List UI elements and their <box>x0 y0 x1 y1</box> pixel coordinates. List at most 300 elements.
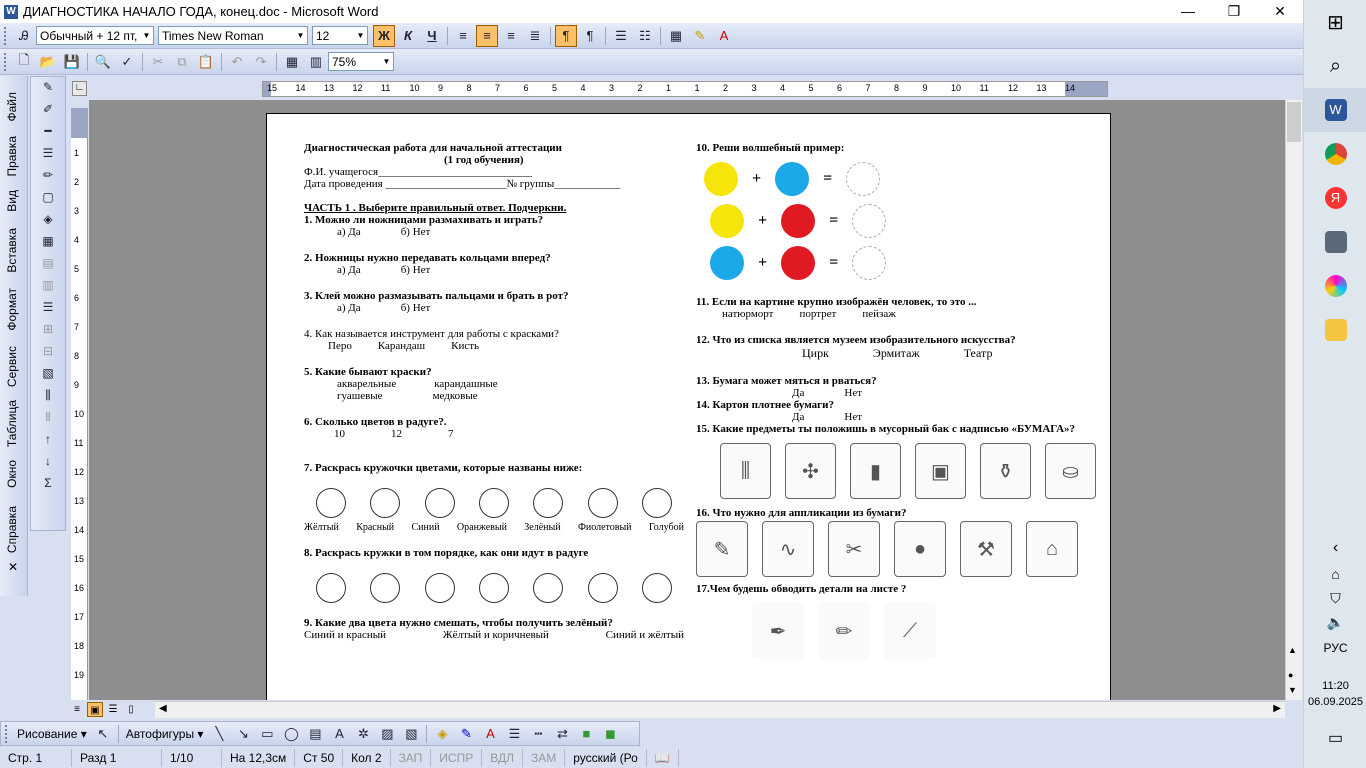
ruler-tick: 11 <box>979 83 989 93</box>
ruler-tick: 13 <box>324 83 335 93</box>
toolbar-separator <box>660 27 661 45</box>
status-bar <box>0 748 1303 768</box>
question-6: 6. Сколько цветов в радуге?. <box>304 416 447 428</box>
color-label: Красный <box>356 522 395 533</box>
ruler-tick: 19 <box>74 670 85 680</box>
answer: а) Да <box>337 226 361 238</box>
draw-menu-button[interactable]: Рисование ▾ <box>17 726 87 741</box>
fill-color-icon[interactable]: ◈ <box>437 725 448 741</box>
answer: Да <box>792 387 805 399</box>
question-13: 13. Бумага может мяться и рваться? <box>696 375 877 387</box>
wordart-icon[interactable]: A <box>335 726 344 741</box>
status-overtype[interactable]: ЗАМ <box>523 749 565 767</box>
ruler-tick: 5 <box>74 264 80 274</box>
windows-start-icon[interactable]: ⊞ <box>1327 11 1344 34</box>
menu-window[interactable]: Окно <box>5 460 19 488</box>
ruler-tick: 17 <box>74 612 85 622</box>
ruler-tick: 5 <box>808 83 814 93</box>
part1-heading: ЧАСТЬ 1 . Выберите правильный ответ. Подчеркни. <box>304 202 567 214</box>
question-5: 5. Какие бывают краски? <box>304 366 432 378</box>
autoshapes-label: Автофигуры <box>125 726 195 741</box>
zoom-value: 75% <box>332 54 357 69</box>
ruler-tick: 10 <box>409 83 420 93</box>
shading-icon[interactable]: ◈ <box>43 212 53 226</box>
question-2: 2. Ножницы нужно передавать кольцами вперед? <box>304 252 551 264</box>
ruler-tick: 2 <box>637 83 643 93</box>
reading-view-icon[interactable]: ▯ <box>128 704 134 715</box>
menu-edit[interactable]: Правка <box>5 136 19 177</box>
picture-icon[interactable]: ▧ <box>405 725 418 741</box>
diagram-icon[interactable]: ✲ <box>357 725 369 741</box>
red-splash-icon <box>781 246 815 280</box>
rainbow-circle <box>588 573 618 603</box>
autoshapes-menu-button[interactable]: Автофигуры ▾ <box>125 726 204 741</box>
question-12: 12. Что из списка является музеем изобразительного искусства? <box>696 334 1016 346</box>
ruler-tick: 6 <box>523 83 529 93</box>
nail-picture-icon: ⟋ <box>884 603 936 659</box>
color-label: Жёлтый <box>304 522 339 533</box>
font-size-value: 12 <box>316 28 330 43</box>
window-title: ДИАГНОСТИКА НАЧАЛО ГОДА, конец.doc - Microsoft Word <box>23 4 379 19</box>
question-10: 10. Реши волшебный пример: <box>696 142 845 154</box>
menu-insert[interactable]: Вставка <box>5 228 19 273</box>
menu-table[interactable]: Таблица <box>5 400 19 448</box>
word-app-icon[interactable]: W <box>4 5 18 19</box>
question-7: 7. Раскрась кружочки цветами, которые названы ниже: <box>304 462 583 474</box>
ruler-tick: 12 <box>1008 83 1019 93</box>
split-cells-icon[interactable]: ▥ <box>42 278 54 292</box>
ruler-tick: 11 <box>74 438 84 448</box>
draw-table-icon[interactable]: ✎ <box>42 80 54 94</box>
word-taskbar-icon[interactable] <box>1304 88 1366 132</box>
answer: натюрморт <box>722 308 774 320</box>
outline-view-icon[interactable]: ☰ <box>108 704 118 715</box>
ruler-tick: 4 <box>74 235 80 245</box>
align-left-icon[interactable]: ≡ <box>459 28 467 43</box>
status-position: На 12,3см <box>222 749 295 767</box>
windows-taskbar <box>1303 0 1366 768</box>
toolbar-separator <box>276 53 277 71</box>
question-15: 15. Какие предметы ты положишь в мусорный бак с надписью «БУМАГА»? <box>696 423 1076 435</box>
answer: Синий и красный <box>304 629 387 641</box>
question-8: 8. Раскрась кружки в том порядке, как они идут в радуге <box>304 547 589 559</box>
status-pages: 1/10 <box>162 749 222 767</box>
answer: Синий и жёлтый <box>605 629 684 641</box>
box-picture-icon: ▣ <box>915 443 966 499</box>
style-combo[interactable] <box>36 26 154 45</box>
page-layout-view-icon[interactable]: ▣ <box>87 702 103 717</box>
volume-icon[interactable]: 🔈 <box>1326 613 1345 630</box>
answer: Театр <box>963 346 993 360</box>
ruler-tick: 8 <box>466 83 472 93</box>
blue-splash-icon <box>775 162 809 196</box>
menu-help[interactable]: Справка <box>5 506 19 554</box>
rectangle-icon[interactable]: ▭ <box>261 725 274 741</box>
chevron-down-icon[interactable]: ▼ <box>356 31 365 40</box>
ruler-tick: 13 <box>1036 83 1047 93</box>
ruler-tick: 18 <box>74 641 85 651</box>
pen-picture-icon: ✒ <box>752 603 804 659</box>
drawing-toolbar <box>0 721 640 746</box>
ruler-tick: 8 <box>74 351 80 361</box>
shadow-icon[interactable]: ■ <box>582 726 591 741</box>
hammer-picture-icon: ⚒ <box>960 521 1012 577</box>
student-name-line: Ф.И. учащегося____________________________ <box>304 166 533 178</box>
ruler-tick: 7 <box>865 83 871 93</box>
toolbar-separator <box>426 725 427 743</box>
network-icon[interactable]: ⌂ <box>1331 566 1340 582</box>
answer: Кисть <box>451 340 480 352</box>
line-style-icon[interactable]: ━ <box>44 124 52 138</box>
rainbow-circle <box>425 573 455 603</box>
distribute-rows-icon[interactable]: ⊞ <box>42 322 54 336</box>
ruler-tick: 1 <box>74 148 80 158</box>
ruler-tick: 4 <box>580 83 586 93</box>
glue-picture-icon: ⌂ <box>1026 521 1078 577</box>
horizontal-ruler[interactable] <box>262 81 1108 97</box>
scroll-left-icon[interactable]: ◀ <box>159 703 167 714</box>
ruler-tick: 1 <box>694 83 700 93</box>
dash-style-icon[interactable]: ┅ <box>534 725 543 741</box>
tables-borders-toolbar <box>30 76 66 531</box>
answer: Нет <box>844 411 863 423</box>
color-circle <box>588 488 618 518</box>
chevron-down-icon[interactable]: ▼ <box>382 57 391 66</box>
answer: карандашные <box>434 378 498 390</box>
status-section: Разд 1 <box>72 749 162 767</box>
answer: Жёлтый и коричневый <box>442 629 549 641</box>
bag-picture-icon: ⛀ <box>1045 443 1096 499</box>
color-circle <box>425 488 455 518</box>
toolbar-separator <box>142 53 143 71</box>
arrow-style-icon[interactable]: ⇄ <box>556 725 568 741</box>
needle-picture-icon: ∿ <box>762 521 814 577</box>
status-extend[interactable]: ВДЛ <box>482 749 523 767</box>
line-color-icon[interactable]: ✎ <box>460 725 472 741</box>
yellow-splash-icon <box>710 204 744 238</box>
title-bar <box>0 0 1303 23</box>
insert-table-icon[interactable]: ▦ <box>42 234 54 248</box>
pencil-picture-icon: ✎ <box>696 521 748 577</box>
toolbar-separator <box>118 725 119 743</box>
ruler-tick: 2 <box>723 83 729 93</box>
status-column: Кол 2 <box>343 749 390 767</box>
text-direction-icon[interactable]: ⫼ <box>45 388 51 402</box>
answer: 10 <box>334 428 345 440</box>
clipart-icon[interactable]: ▨ <box>381 725 394 741</box>
status-record[interactable]: ЗАП <box>391 749 432 767</box>
ruler-tick: 4 <box>780 83 786 93</box>
ruler-tick: 1 <box>666 83 672 93</box>
question-3: 3. Клей можно размазывать пальцами и брать в рот? <box>304 290 569 302</box>
yandex-browser-icon[interactable]: Я <box>1304 176 1366 220</box>
word-taskbar-label: W <box>1325 99 1347 121</box>
rainbow-circle <box>479 573 509 603</box>
empty-splash-icon <box>852 246 886 280</box>
table-icon[interactable]: ▦ <box>285 53 299 69</box>
fish-bone-picture-icon: ✣ <box>785 443 836 499</box>
standard-toolbar <box>0 49 1303 75</box>
vertical-scrollbar[interactable] <box>1285 100 1302 700</box>
ruler-tick: 8 <box>894 83 900 93</box>
line-icon[interactable]: ╲ <box>215 725 224 741</box>
redo-icon[interactable]: ↷ <box>255 53 267 69</box>
align-right-icon[interactable]: ≡ <box>507 28 515 43</box>
menu-file[interactable]: Файл <box>5 92 19 122</box>
ruler-tick: 3 <box>751 83 757 93</box>
question-17: 17.Чем будешь обводить детали на листе ? <box>696 583 907 595</box>
chevron-left-icon[interactable]: ‹ <box>1332 539 1339 556</box>
table-autoformat-icon[interactable]: ▧ <box>42 366 54 380</box>
ruler-tick: 11 <box>381 83 391 93</box>
italic-button[interactable]: К <box>404 28 412 43</box>
chrome-icon[interactable] <box>1304 132 1366 176</box>
ruler-tick: 7 <box>495 83 501 93</box>
color-label: Фиолетовый <box>577 522 632 533</box>
ruler-tick: 7 <box>74 322 80 332</box>
scroll-thumb[interactable] <box>1287 102 1301 142</box>
border-color-icon[interactable]: ✏ <box>42 168 54 182</box>
color-circle <box>533 488 563 518</box>
comb-picture-icon: ⫼ <box>720 443 771 499</box>
draw-menu-label: Рисование <box>17 726 78 741</box>
question-14: 14. Картон плотнее бумаги? <box>696 399 834 411</box>
font-size-combo[interactable] <box>312 26 368 45</box>
outside-border-icon[interactable]: ▢ <box>42 190 54 204</box>
line-weight-icon[interactable]: ☰ <box>42 146 54 160</box>
zoom-combo[interactable] <box>328 52 394 71</box>
vertical-menu-bar <box>0 76 28 596</box>
empty-splash-icon <box>846 162 880 196</box>
formatting-toolbar <box>0 23 1303 49</box>
calculator-icon[interactable] <box>1304 220 1366 264</box>
3d-icon[interactable]: ◼ <box>605 725 616 741</box>
color-circle <box>370 488 400 518</box>
vertical-ruler[interactable] <box>71 108 88 700</box>
question-4: 4. Как называется инструмент для работы с красками? <box>304 328 559 340</box>
ruler-tick: 9 <box>74 380 80 390</box>
bullets-icon[interactable]: ☷ <box>639 27 651 43</box>
ruler-tick: 16 <box>74 583 85 593</box>
highlight-icon[interactable]: ✎ <box>694 27 706 43</box>
font-color-icon[interactable]: A <box>719 28 729 43</box>
toolbar-separator <box>447 27 448 45</box>
menu-format[interactable]: Формат <box>5 288 19 331</box>
answer: б) Нет <box>400 302 431 314</box>
ruler-tick: 3 <box>609 83 615 93</box>
ruler-tick: 12 <box>74 467 85 477</box>
ruler-tick: 6 <box>837 83 843 93</box>
question-1: 1. Можно ли ножницами размахивать и играть? <box>304 214 544 226</box>
answer: акварельные <box>337 378 397 390</box>
toolbar-separator <box>221 53 222 71</box>
scroll-prev-page-icon[interactable]: ▲ <box>1288 645 1297 655</box>
chevron-down-icon[interactable]: ▼ <box>142 31 151 40</box>
answer: а) Да <box>337 264 361 276</box>
scissors-picture-icon: ✂ <box>828 521 880 577</box>
answer: Перо <box>328 340 352 352</box>
minimize-button[interactable]: — <box>1181 3 1195 19</box>
document-page[interactable] <box>266 113 1111 700</box>
chevron-down-icon[interactable]: ▼ <box>296 31 305 40</box>
normal-view-icon[interactable]: ≡ <box>74 704 80 715</box>
align-center-icon[interactable]: ≡ <box>476 25 498 47</box>
columns-icon[interactable]: ▥ <box>309 53 323 69</box>
ruler-tick: 14 <box>295 83 306 93</box>
distribute-cols-icon[interactable]: ⊟ <box>42 344 54 358</box>
borders-icon[interactable]: ▦ <box>669 27 683 43</box>
align-icon[interactable]: ☰ <box>42 300 54 314</box>
question-16: 16. Что нужно для аппликации из бумаги? <box>696 507 907 519</box>
document-workspace[interactable] <box>89 100 1285 700</box>
wifi-icon[interactable]: ⛉ <box>1330 589 1341 606</box>
rainbow-circle <box>370 573 400 603</box>
right-column: 10. Реши волшебный пример: + = + = + = 11. Если на картине крупно изображён человек, то это ... натюрморт портрет пейзаж 12. Что из списка является музеем изобразительного искусства? Цирк Эрмитаж Театр 13. Бумага может мяться и рваться? Да Нет 14. Картон плотнее бумаги? Да Нет 15. Какие предметы ты положишь в мусорный бак с надписью «БУМАГА»? ⫼ ✣ ▮ ▣ ⚱ ⛀ 16. Что нужно для аппликации из бумаги? ✎ ∿ ✂ ● ⚒ ⌂ 17.Чем будешь обводить детали на листе ? ✒ ✏ ⟋ <box>696 142 1096 659</box>
select-objects-icon[interactable]: ↖ <box>97 725 109 741</box>
color-circle <box>316 488 346 518</box>
rainbow-circle <box>316 573 346 603</box>
ruler-top-margin <box>71 108 88 138</box>
color-label: Голубой <box>648 522 684 533</box>
clock-time[interactable]: 11:20 <box>1322 680 1349 692</box>
ruler-tick: 12 <box>352 83 363 93</box>
scroll-next-page-icon[interactable]: ▼ <box>1288 685 1297 695</box>
text-box-icon[interactable]: ▤ <box>309 725 322 741</box>
answer: пейзаж <box>862 308 896 320</box>
close-button[interactable]: ✕ <box>1274 3 1286 19</box>
view-buttons <box>68 701 155 718</box>
rainbow-circle <box>533 573 563 603</box>
autosum-icon[interactable]: Σ <box>44 476 52 490</box>
status-page: Стр. 1 <box>0 749 72 767</box>
ruler-tick: 15 <box>74 554 85 564</box>
toolbar-grip[interactable] <box>4 27 8 45</box>
line-style-icon[interactable]: ☰ <box>508 725 521 741</box>
underline-button[interactable]: Ч <box>427 28 437 43</box>
bold-button[interactable]: Ж <box>373 25 395 47</box>
toolbar-separator <box>550 27 551 45</box>
answer: а) Да <box>337 302 361 314</box>
answer: б) Нет <box>400 264 431 276</box>
clock-date[interactable]: 06.09.2025 <box>1307 696 1364 708</box>
justify-icon[interactable]: ≣ <box>529 27 541 43</box>
rainbow-circle <box>642 573 672 603</box>
numbering-icon[interactable]: ☰ <box>615 27 627 43</box>
rtl-icon[interactable]: ¶ <box>586 28 594 43</box>
ruler-tick: 13 <box>74 496 85 506</box>
menu-tools[interactable]: Сервис <box>5 346 19 388</box>
empty-splash-icon <box>852 204 886 238</box>
copy-icon[interactable]: ⧉ <box>177 53 187 69</box>
doc-subtitle: (1 год обучения) <box>444 154 524 166</box>
answer: 7 <box>448 428 454 440</box>
restore-button[interactable]: ❐ <box>1227 3 1241 19</box>
paste-icon[interactable]: 📋 <box>197 53 215 69</box>
status-track[interactable]: ИСПР <box>431 749 482 767</box>
styles-pane-icon[interactable]: Ꭿ <box>19 27 29 43</box>
ruler-tick: 15 <box>267 83 278 93</box>
font-value: Times New Roman <box>162 28 264 43</box>
color-circle <box>642 488 672 518</box>
select-browse-object-icon[interactable]: ● <box>1288 670 1294 680</box>
ruler-tick: 3 <box>74 206 80 216</box>
toolbar-separator <box>605 27 606 45</box>
spelling-status-icon[interactable]: 📖 <box>647 749 679 767</box>
blue-splash-icon <box>710 246 744 280</box>
arrow-icon[interactable]: ↘ <box>237 725 249 741</box>
notifications-icon[interactable]: ▭ <box>1327 730 1344 747</box>
paints-picture-icon: ● <box>894 521 946 577</box>
answer: Нет <box>844 387 863 399</box>
search-icon[interactable]: ⌕ <box>1329 54 1342 77</box>
question-11: 11. Если на картине крупно изображён человек, то это ... <box>696 296 977 308</box>
photos-icon[interactable] <box>1304 264 1366 308</box>
cut-icon[interactable]: ✂ <box>152 53 164 69</box>
style-value: Обычный + 12 пт, <box>40 28 138 43</box>
status-line: Ст 50 <box>295 749 343 767</box>
file-explorer-icon[interactable] <box>1304 308 1366 352</box>
font-color-icon[interactable]: A <box>486 726 495 741</box>
horizontal-scrollbar[interactable] <box>155 701 1285 718</box>
ruler-tick: 5 <box>552 83 558 93</box>
spelling-icon[interactable]: ✓ <box>121 53 133 69</box>
red-splash-icon <box>781 204 815 238</box>
ruler-tick: 9 <box>438 83 444 93</box>
open-folder-icon[interactable]: 📂 <box>39 53 57 69</box>
ruler-tick: 6 <box>74 293 80 303</box>
merge-cells-icon[interactable]: ▤ <box>42 256 54 270</box>
print-preview-icon[interactable]: 🔍 <box>94 53 112 69</box>
ltr-icon[interactable]: ¶ <box>555 25 577 47</box>
font-combo[interactable] <box>158 26 308 45</box>
toolbar-grip[interactable] <box>4 53 8 71</box>
yellow-splash-icon <box>704 162 738 196</box>
answer: Карандаш <box>377 340 426 352</box>
menu-view[interactable]: Вид <box>5 190 19 212</box>
ruler-tick: 14 <box>74 525 85 535</box>
chart-icon[interactable]: ⫴ <box>45 410 51 424</box>
answer: портрет <box>799 308 837 320</box>
bottle-picture-icon: ⚱ <box>980 443 1031 499</box>
color-label: Синий <box>411 522 440 533</box>
new-document-icon[interactable]: 🗋 <box>18 51 30 67</box>
undo-icon[interactable]: ↶ <box>231 53 243 69</box>
close-icon[interactable]: ✕ <box>8 560 19 574</box>
doc-title: Диагностическая работа для начальной аттестации <box>304 142 562 154</box>
battery-picture-icon: ▮ <box>850 443 901 499</box>
oval-icon[interactable]: ◯ <box>284 725 299 741</box>
input-language[interactable]: РУС <box>1323 641 1348 655</box>
ruler-tick: 14 <box>1065 83 1076 93</box>
toolbar-separator <box>87 53 88 71</box>
save-icon[interactable]: 💾 <box>63 53 81 69</box>
scroll-right-icon[interactable]: ▶ <box>1273 703 1281 714</box>
answer: Да <box>792 411 805 423</box>
ruler-tick: 10 <box>74 409 85 419</box>
sort-descending-icon[interactable]: ↓ <box>45 454 51 468</box>
toolbar-grip[interactable] <box>5 725 9 743</box>
answer: медковые <box>432 390 478 402</box>
eraser-icon[interactable]: ✐ <box>42 102 54 116</box>
answer: Эрмитаж <box>872 346 920 360</box>
tab-selector[interactable]: ∟ <box>72 81 87 96</box>
answer: б) Нет <box>400 226 431 238</box>
answer: 12 <box>391 428 402 440</box>
sort-ascending-icon[interactable]: ↑ <box>45 432 51 446</box>
status-language[interactable]: русский (Ро <box>565 749 647 767</box>
color-label: Зелёный <box>524 522 561 533</box>
pencil-picture-icon: ✏ <box>818 603 870 659</box>
